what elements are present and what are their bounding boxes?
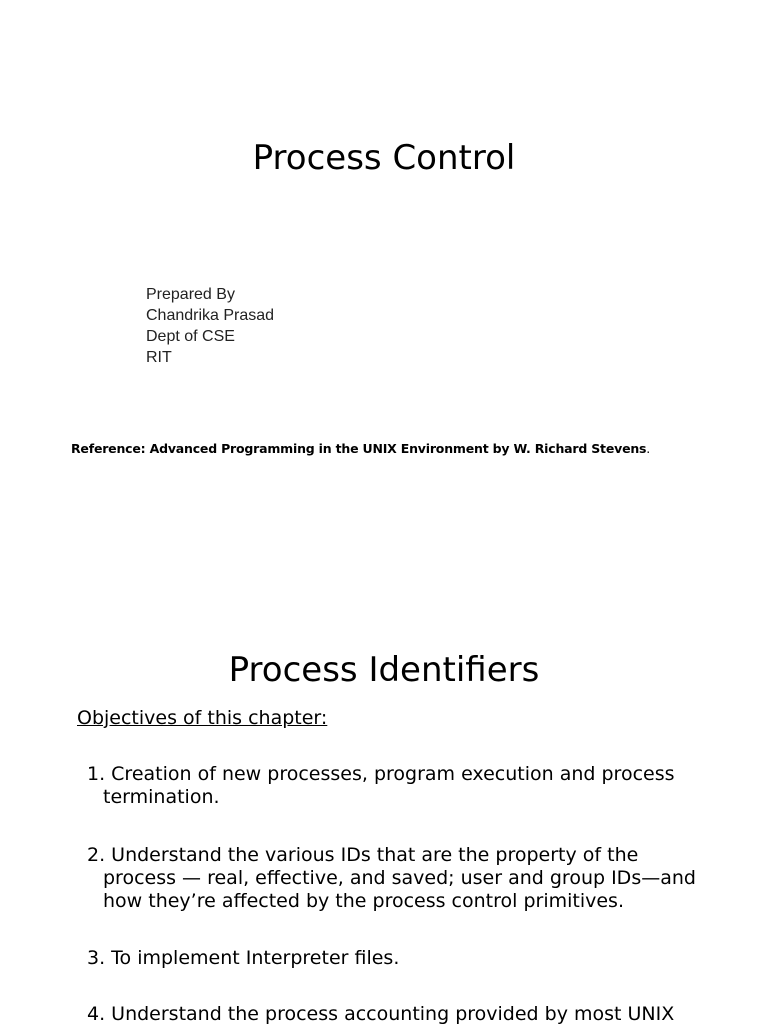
objective-line: 3. To implement Interpreter files. bbox=[87, 947, 400, 969]
objective-item bbox=[87, 947, 727, 970]
objective-line: termination. bbox=[103, 786, 220, 808]
objective-line: process — real, effective, and saved; user and group IDs—and bbox=[103, 867, 696, 889]
slide-title: Process Control bbox=[252, 138, 516, 178]
slide-title: Process Identifiers bbox=[228, 650, 540, 690]
objective-line: how they’re affected by the process control primitives. bbox=[103, 890, 624, 912]
objective-line: 1. Creation of new processes, program execution and process bbox=[87, 763, 675, 785]
objective-item bbox=[87, 844, 727, 913]
objectives-heading: Objectives of this chapter: bbox=[77, 707, 328, 729]
author-department: Dept of CSE bbox=[146, 328, 235, 345]
objective-item bbox=[87, 763, 727, 809]
objective-line: 2. Understand the various IDs that are the property of the bbox=[87, 844, 639, 866]
reference-period: . bbox=[646, 441, 651, 456]
author-name: Chandrika Prasad bbox=[146, 307, 275, 324]
reference-text: Reference: Advanced Programming in the UNIX Environment by W. Richard Stevens bbox=[71, 441, 647, 456]
objective-item bbox=[87, 1003, 727, 1024]
prepared-by-label: Prepared By bbox=[146, 286, 235, 303]
author-institute: RIT bbox=[146, 349, 172, 366]
reference-line bbox=[71, 441, 650, 456]
author-block bbox=[146, 284, 274, 368]
objective-line: 4. Understand the process accounting provided by most UNIX bbox=[87, 1003, 675, 1024]
